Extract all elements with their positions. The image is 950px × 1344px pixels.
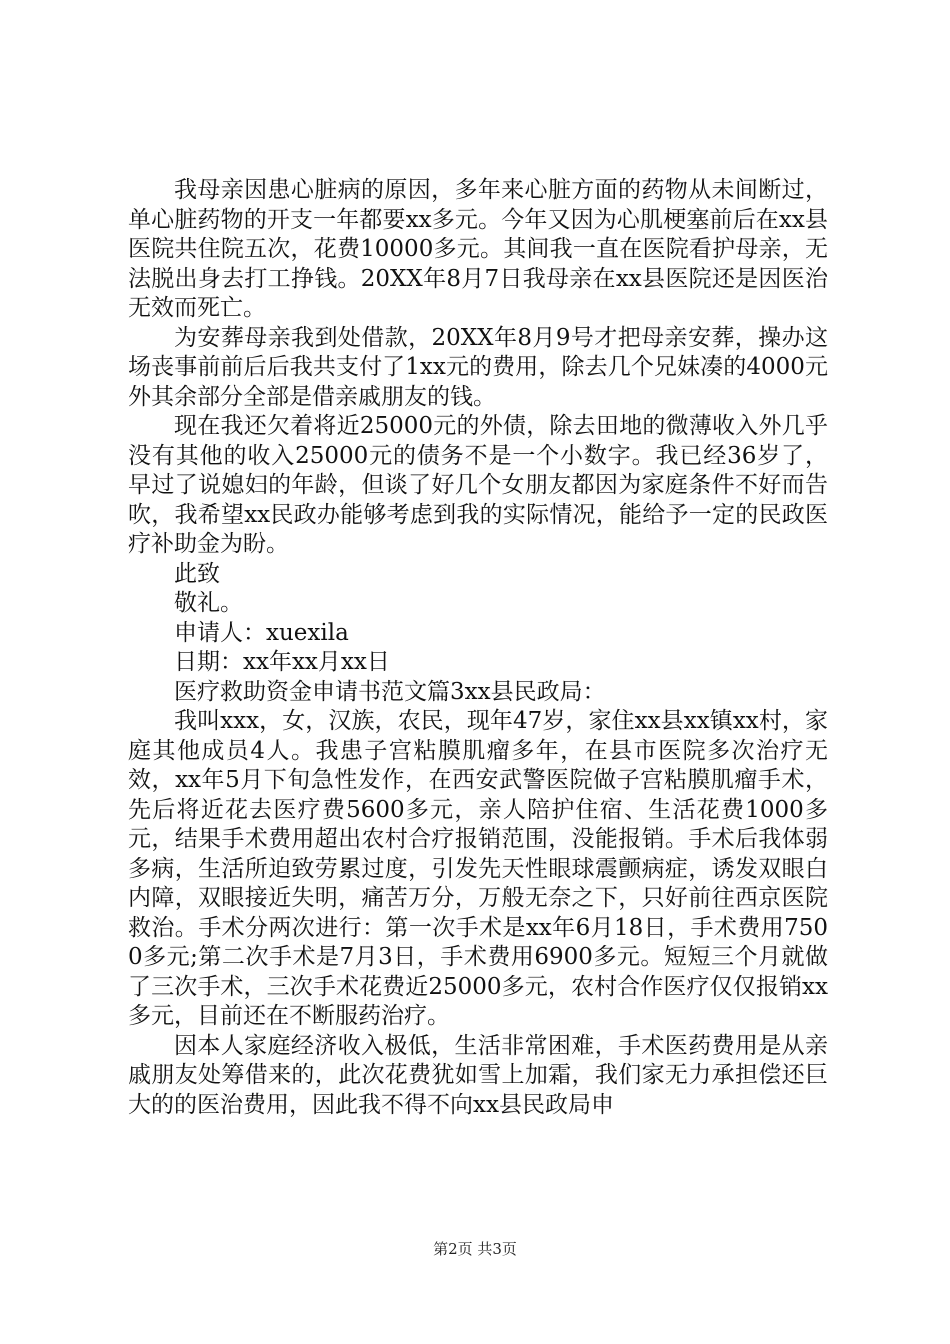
closing-regards: 敬礼。 [174, 590, 243, 616]
applicant-line: 申请人：xuexila [174, 619, 349, 646]
body-paragraph: 因本人家庭经济收入极低，生活非常困难，手术医药费用是从亲戚朋友处筹借来的，此次花费犹如雪上加霜，我们家无力承担偿还巨大的的医治费用，因此我不得不向xx县民政局申 [128, 1032, 828, 1118]
body-paragraph: 我叫xxx，女，汉族，农民，现年47岁，家住xx县xx镇xx村，家庭其他成员4人。我患子宫粘膜肌瘤多年，在县市医院多次治疗无效，xx年5月下旬急性发作，在西安武警医院做子宫粘膜肌瘤手术，先后将近花去医疗费5600多元，亲人陪护住宿、生活花费1000多元，结果手术费用超出农村合疗报销范围，没能报销。手术后我体弱多病，生活所迫致劳累过度，引发先天性眼球震颤病症，诱发双眼白内障，双眼接近失明，痛苦万分，万般无奈之下，只好前往西京医院救治。手术分两次进行：第一次手术是xx年6月18日，手术费用7500多元;第二次手术是7月3日，手术费用6900多元。短短三个月就做了三次手术，三次手术花费近25000多元，农村合作医疗仅仅报销xx多元，目前还在不断服药治疗。 [128, 708, 828, 1029]
page-number-footer: 第2页 共3页 [433, 1240, 517, 1258]
date-line: 日期：xx年xx月xx日 [174, 649, 390, 675]
body-paragraph: 为安葬母亲我到处借款，20XX年8月9号才把母亲安葬，操办这场丧事前前后后我共支付了1xx元的费用，除去几个兄妹凑的4000元外其余部分全部是借亲戚朋友的钱。 [128, 324, 828, 410]
closing-salutation: 此致 [174, 560, 220, 587]
body-paragraph: 现在我还欠着将近25000元的外债，除去田地的微薄收入外几乎没有其他的收入25000元的债务不是一个小数字。我已经36岁了，早过了说媳妇的年龄，但谈了好几个女朋友都因为家庭条件不好而告吹，我希望xx民政办能够考虑到我的实际情况，能给予一定的民政医疗补助金为盼。 [128, 413, 828, 557]
document-body [128, 176, 828, 1120]
body-paragraph: 我母亲因患心脏病的原因，多年来心脏方面的药物从未间断过，单心脏药物的开支一年都要xx多元。今年又因为心肌梗塞前后在xx县医院共住院五次，花费10000多元。其间我一直在医院看护母亲，无法脱出身去打工挣钱。20XX年8月7日我母亲在xx县医院还是因医治无效而死亡。 [128, 177, 828, 321]
section-heading: 医疗救助资金申请书范文篇3xx县民政局： [174, 678, 606, 705]
